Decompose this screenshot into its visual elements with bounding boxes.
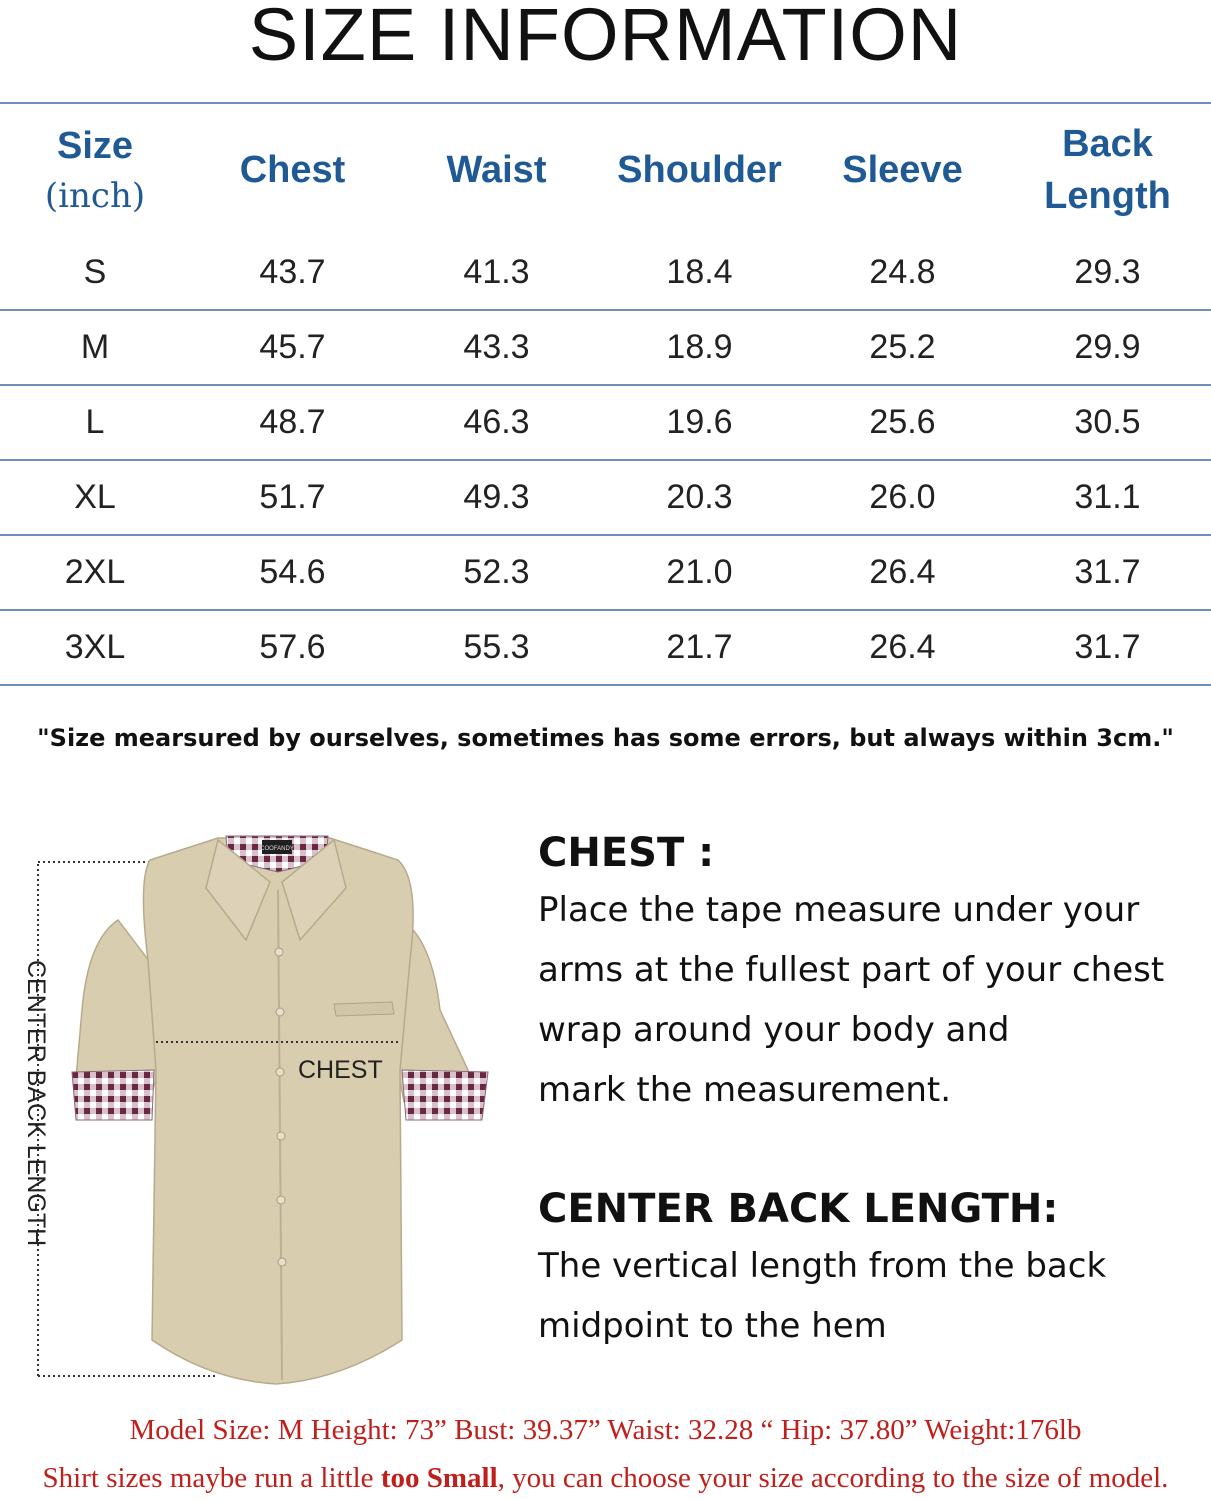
fit-advice-line xyxy=(0,1462,1211,1495)
table-cell-back-length: 29.3 xyxy=(1004,236,1211,310)
back-length-label: CENTER BACK LENGTH xyxy=(22,960,50,1247)
page-title: SIZE INFORMATION xyxy=(248,0,963,76)
table-cell-chest: 51.7 xyxy=(190,460,395,535)
chest-heading: CHEST : xyxy=(538,830,715,876)
back-length-heading: CENTER BACK LENGTH: xyxy=(538,1186,1059,1232)
table-cell-sleeve: 25.2 xyxy=(801,310,1004,385)
header-label: Back Length xyxy=(1044,123,1171,217)
table-cell-back-length: 30.5 xyxy=(1004,385,1211,460)
table-cell-back-length: 29.9 xyxy=(1004,310,1211,385)
chest-diagram-label: CHEST xyxy=(298,1056,383,1084)
table-cell-back-length: 31.7 xyxy=(1004,535,1211,610)
header-chest xyxy=(190,103,395,236)
table-cell-size: M xyxy=(0,310,190,385)
header-waist xyxy=(395,103,598,236)
right-cuff xyxy=(402,1070,488,1120)
table-cell-waist: 52.3 xyxy=(395,535,598,610)
chest-description xyxy=(538,826,1208,1120)
left-cuff xyxy=(72,1070,154,1120)
table-cell-chest: 45.7 xyxy=(190,310,395,385)
shirt-diagram xyxy=(0,820,520,1400)
table-row xyxy=(0,610,1211,685)
table-cell-shoulder: 21.0 xyxy=(598,535,801,610)
table-cell-size: L xyxy=(0,385,190,460)
chest-text: Place the tape measure under your arms at the fullest part of your chest wrap around your body and mark the measurement. xyxy=(538,890,1165,1110)
table-cell-size: 2XL xyxy=(0,535,190,610)
header-shoulder xyxy=(598,103,801,236)
table-cell-waist: 49.3 xyxy=(395,460,598,535)
shirt-illustration xyxy=(0,820,520,1400)
back-length-text: The vertical length from the back midpoint to the hem xyxy=(538,1246,1107,1346)
table-header-row xyxy=(0,103,1211,236)
table-cell-waist: 46.3 xyxy=(395,385,598,460)
header-unit: (inch) xyxy=(44,176,146,216)
table-cell-sleeve: 24.8 xyxy=(801,236,1004,310)
table-cell-waist: 41.3 xyxy=(395,236,598,310)
header-label: Sleeve xyxy=(842,149,963,191)
collar-tag-text: COOFANDY xyxy=(260,846,294,852)
table-cell-shoulder: 21.7 xyxy=(598,610,801,685)
header-label: Shoulder xyxy=(617,149,782,191)
table-cell-size: XL xyxy=(0,460,190,535)
back-length-description xyxy=(538,1182,1208,1356)
header-label: Size xyxy=(56,125,134,167)
table-body xyxy=(0,236,1211,685)
table-cell-shoulder: 18.4 xyxy=(598,236,801,310)
table-cell-sleeve: 25.6 xyxy=(801,385,1004,460)
header-label: Waist xyxy=(446,149,547,191)
chest-pocket xyxy=(334,1002,394,1016)
table-cell-chest: 48.7 xyxy=(190,385,395,460)
table-row xyxy=(0,460,1211,535)
table-cell-shoulder: 19.6 xyxy=(598,385,801,460)
table-cell-chest: 43.7 xyxy=(190,236,395,310)
table-cell-back-length: 31.1 xyxy=(1004,460,1211,535)
table-cell-sleeve: 26.0 xyxy=(801,460,1004,535)
header-size xyxy=(0,103,190,236)
header-label: Chest xyxy=(239,149,346,191)
table-cell-waist: 43.3 xyxy=(395,310,598,385)
table-row xyxy=(0,385,1211,460)
table-cell-shoulder: 18.9 xyxy=(598,310,801,385)
fit-advice-end: , you can choose your size according to the size of model. xyxy=(497,1462,1169,1494)
table-cell-back-length: 31.7 xyxy=(1004,610,1211,685)
model-size-line: Model Size: M Height: 73” Bust: 39.37” Waist: 32.28 “ Hip: 37.80” Weight:176lb xyxy=(129,1414,1082,1446)
header-sleeve xyxy=(801,103,1004,236)
table-cell-chest: 57.6 xyxy=(190,610,395,685)
table-cell-size: S xyxy=(0,236,190,310)
fit-advice-start: Shirt sizes maybe run a little xyxy=(42,1462,381,1494)
table-cell-shoulder: 20.3 xyxy=(598,460,801,535)
measurement-note: "Size mearsured by ourselves, sometimes has some errors, but always within 3cm." xyxy=(37,724,1174,752)
fit-advice-emphasis: too Small xyxy=(380,1462,498,1494)
table-row xyxy=(0,236,1211,310)
table-cell-size: 3XL xyxy=(0,610,190,685)
table-cell-sleeve: 26.4 xyxy=(801,535,1004,610)
table-row xyxy=(0,535,1211,610)
table-cell-chest: 54.6 xyxy=(190,535,395,610)
table-cell-waist: 55.3 xyxy=(395,610,598,685)
size-chart-table xyxy=(0,102,1211,686)
header-back-length xyxy=(1004,103,1211,236)
table-row xyxy=(0,310,1211,385)
table-cell-sleeve: 26.4 xyxy=(801,610,1004,685)
